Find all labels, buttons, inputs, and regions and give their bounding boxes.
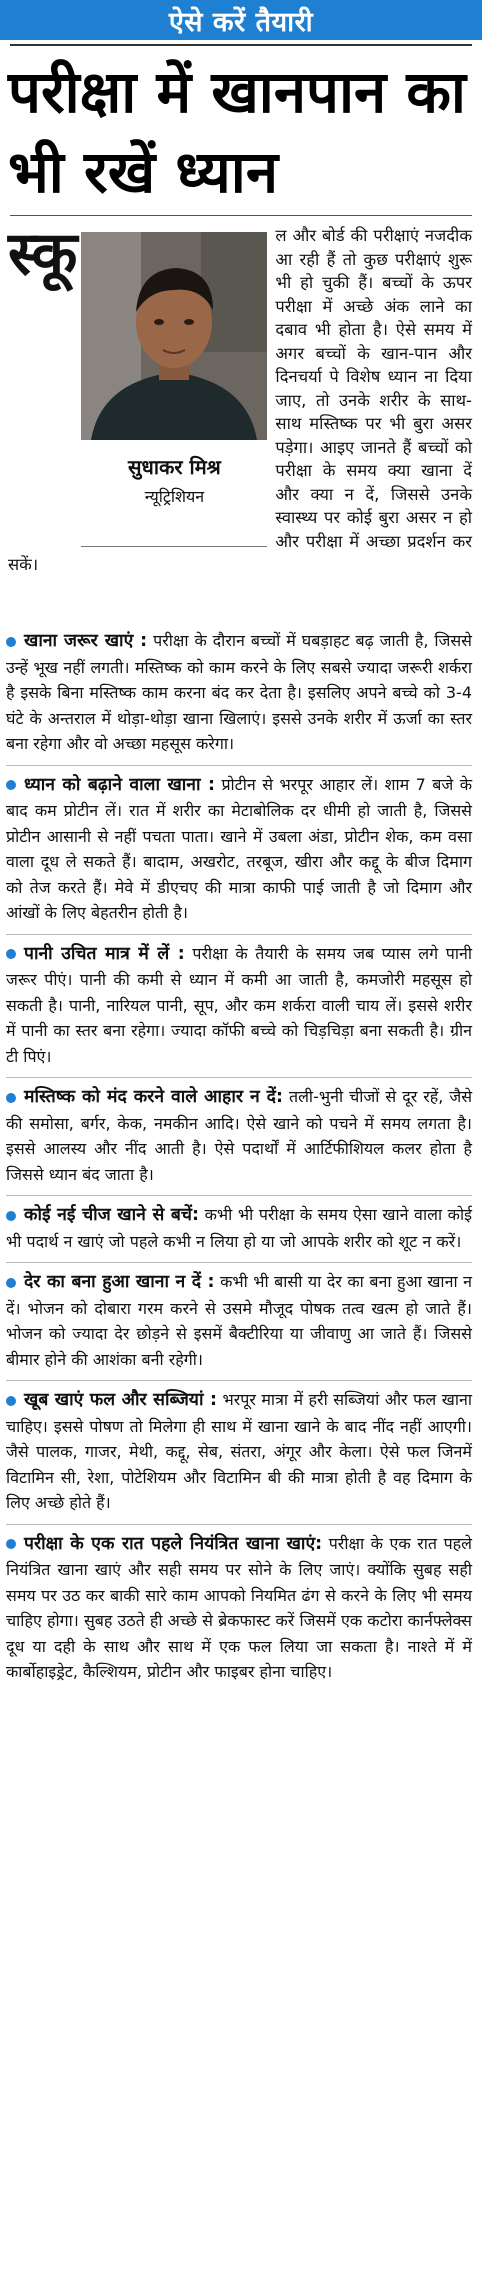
tip-text: कभी भी परीक्षा के समय ऐसा खाने वाला कोई भी पदार्थ न खाएं जो पहले कभी न लिया हो या जो आपके शरीर को शूट न करें। xyxy=(6,1205,472,1251)
tip-title: मस्तिष्क को मंद करने वाले आहार न दें: xyxy=(24,1087,283,1107)
tip-section xyxy=(6,1380,472,1524)
drop-cap: स्कू xyxy=(8,219,78,289)
author-divider xyxy=(81,546,267,547)
bullet-icon xyxy=(6,1093,16,1103)
tip-section xyxy=(6,765,472,934)
tip-section xyxy=(6,1077,472,1195)
tip-title: ध्यान को बढ़ाने वाला खाना : xyxy=(24,774,215,795)
author-photo xyxy=(81,232,267,440)
tip-text: परीक्षा के एक रात पहले नियंत्रित खाना खाएं और सही समय पर सोने के लिए जाएं। क्योंकि सुबह सही समय पर उठ कर बाकी सारे काम आपको नियमित ढंग से करने के लिए भी समय चाहिए होगा। सुबह उठते ही अच्छे से ब्रेकफास्ट करें जिसमें एक कटोरा कार्नफ्लेक्स दूध या दही के साथ और साथ में एक फल लिया जा सकता है। नाश्ते में में कार्बोहाइड्रेट, कैल्शियम, प्रोटीन और फाइबर होना चाहिए। xyxy=(6,1533,472,1681)
bullet-icon xyxy=(6,1211,16,1221)
tip-section xyxy=(6,1524,472,1693)
tip-text: परीक्षा के दौरान बच्चों में घबड़ाहट बढ़ जाती है, जिससे उन्हें भूख नहीं लगती। मस्तिष्क को काम करने के लिए सबसे ज्यादा जरूरी शर्करा है इसके बिना मस्तिष्क काम करना बंद कर देता है। इसलिए अपने बच्चे को 3-4 घंटे के अन्तराल में थोड़ा-थोड़ा खाना खिलाएं। इससे उनके शरीर में ऊर्जा का स्तर बना रहेगा और वो अच्छा महसूस करेगा। xyxy=(6,631,472,753)
tip-title: कोई नई चीज खाने से बचें: xyxy=(24,1205,199,1225)
section-banner xyxy=(0,0,482,40)
bullet-icon xyxy=(6,637,16,647)
bullet-icon xyxy=(6,1396,16,1406)
bullet-icon xyxy=(6,1278,16,1288)
tip-section xyxy=(6,1195,472,1262)
tip-title: खूब खाएं फल और सब्जियां : xyxy=(24,1390,217,1410)
tip-text: प्रोटीन से भरपूर आहार लें। शाम 7 बजे के बाद कम प्रोटीन लें। रात में शरीर का मेटाबोलिक दर धीमी हो जाती है, जिससे प्रोटीन आसानी से नहीं पचता पाता। खाने में उबला अंडा, प्रोटीन शेक, कम वसा वाला दूध ले सकते हैं। बादाम, अखरोट, तरबूज, खीरा और कद्दू के बीज दिमाग को तेज करते हैं। मेवे में डीएचए की मात्रा काफी पाई जाती है जो दिमाग और आंखों के लिए बेहतरीन होती है। xyxy=(6,774,472,922)
tip-text: भरपूर मात्रा में हरी सब्जियां और फल खाना चाहिए। इससे पोषण तो मिलेगा ही साथ में खाना खाने के बाद नींद नहीं आएगी। जैसे पालक, गाजर, मेथी, कद्दू, सेब, संतरा, अंगूर और केला। ऐसे फल जिनमें विटामिन सी, रेशा, पोटेशियम और विटामिन बी की मात्रा होती है वह दिमाग के लिए अच्छे होते हैं। xyxy=(6,1390,472,1512)
tip-text: तली-भुनी चीजों से दूर रहें, जैसे की समोसा, बर्गर, केक, नमकीन आदि। ऐसे खाने को पचने में समय लगता है। इससे आलस्य और नींद आती है। ऐसे पदार्थों में आर्टिफीशियल कलर होता है जिससे ध्यान बंद जाता है। xyxy=(6,1087,473,1184)
banner-label: ऐसे करें तैयारी xyxy=(168,6,314,38)
author-role: न्यूट्रिशियन xyxy=(144,487,205,506)
bullet-icon xyxy=(6,780,16,790)
tips-list xyxy=(6,622,472,1693)
tip-title: पानी उचित मात्र में लें : xyxy=(24,943,185,964)
bullet-icon xyxy=(6,949,16,959)
author-block xyxy=(81,232,267,547)
top-divider xyxy=(10,44,472,46)
tip-section xyxy=(6,622,472,765)
article-headline: परीक्षा में खानपान का भी रखें ध्यान xyxy=(8,58,466,206)
intro-paragraph xyxy=(8,219,472,577)
tip-section xyxy=(6,1262,472,1380)
intro-text: ल और बोर्ड की परीक्षाएं नजदीक आ रही हैं तो कुछ परीक्षाएं शुरू भी हो चुकी हैं। बच्चों के ऊपर परीक्षा में अच्छे अंक लाने का दबाव भी होता है। ऐसे समय में अगर बच्चों के खान-पान और दिनचर्या पे विशेष ध्यान ना दिया जाए, तो उनके शरीर के साथ-साथ मस्तिष्क पर भी बुरा असर पड़ेगा। आइए जानते हैं बच्चों को परीक्षा के समय क्या खाना दें और क्या न दें, जिससे उनके स्वास्थ्य पर कोई बुरा असर न हो और परीक्षा में अच्छा प्रदर्शन कर सकें। xyxy=(8,226,472,574)
tip-text: कभी भी बासी या देर का बना हुआ खाना न दें। भोजन को दोबारा गरम करने से उसमे मौजूद पोषक तत्व खत्म हो जाते हैं। भोजन को ज्यादा देर छोड़ने से इसमें बैक्टीरिया या जीवाणु आ जाते हैं। जिससे बीमार होने की आशंका बनी रहेगी। xyxy=(6,1272,472,1369)
tip-title: देर का बना हुआ खाना न दें : xyxy=(24,1272,215,1292)
tip-section xyxy=(6,934,472,1078)
headline-divider xyxy=(10,215,472,216)
bullet-icon xyxy=(6,1539,16,1549)
tip-title: खाना जरूर खाएं : xyxy=(24,631,148,651)
tip-text: परीक्षा के तैयारी के समय जब प्यास लगे पानी जरूर पीएं। पानी की कमी से ध्यान में कमी आ जाती है, कमजोरी महसूस हो सकती है। पानी, नारियल पानी, सूप, और कम शर्करा वाली चाय लें। इससे शरीर में पानी का स्तर बना रहेगा। ज्यादा कॉफी बच्चे को चिड़चिड़ा बना सकती है। ग्रीन टी पिएं। xyxy=(6,943,472,1066)
author-name: सुधाकर मिश्र xyxy=(128,455,221,479)
tip-title: परीक्षा के एक रात पहले नियंत्रित खाना खाएं: xyxy=(24,1533,323,1554)
